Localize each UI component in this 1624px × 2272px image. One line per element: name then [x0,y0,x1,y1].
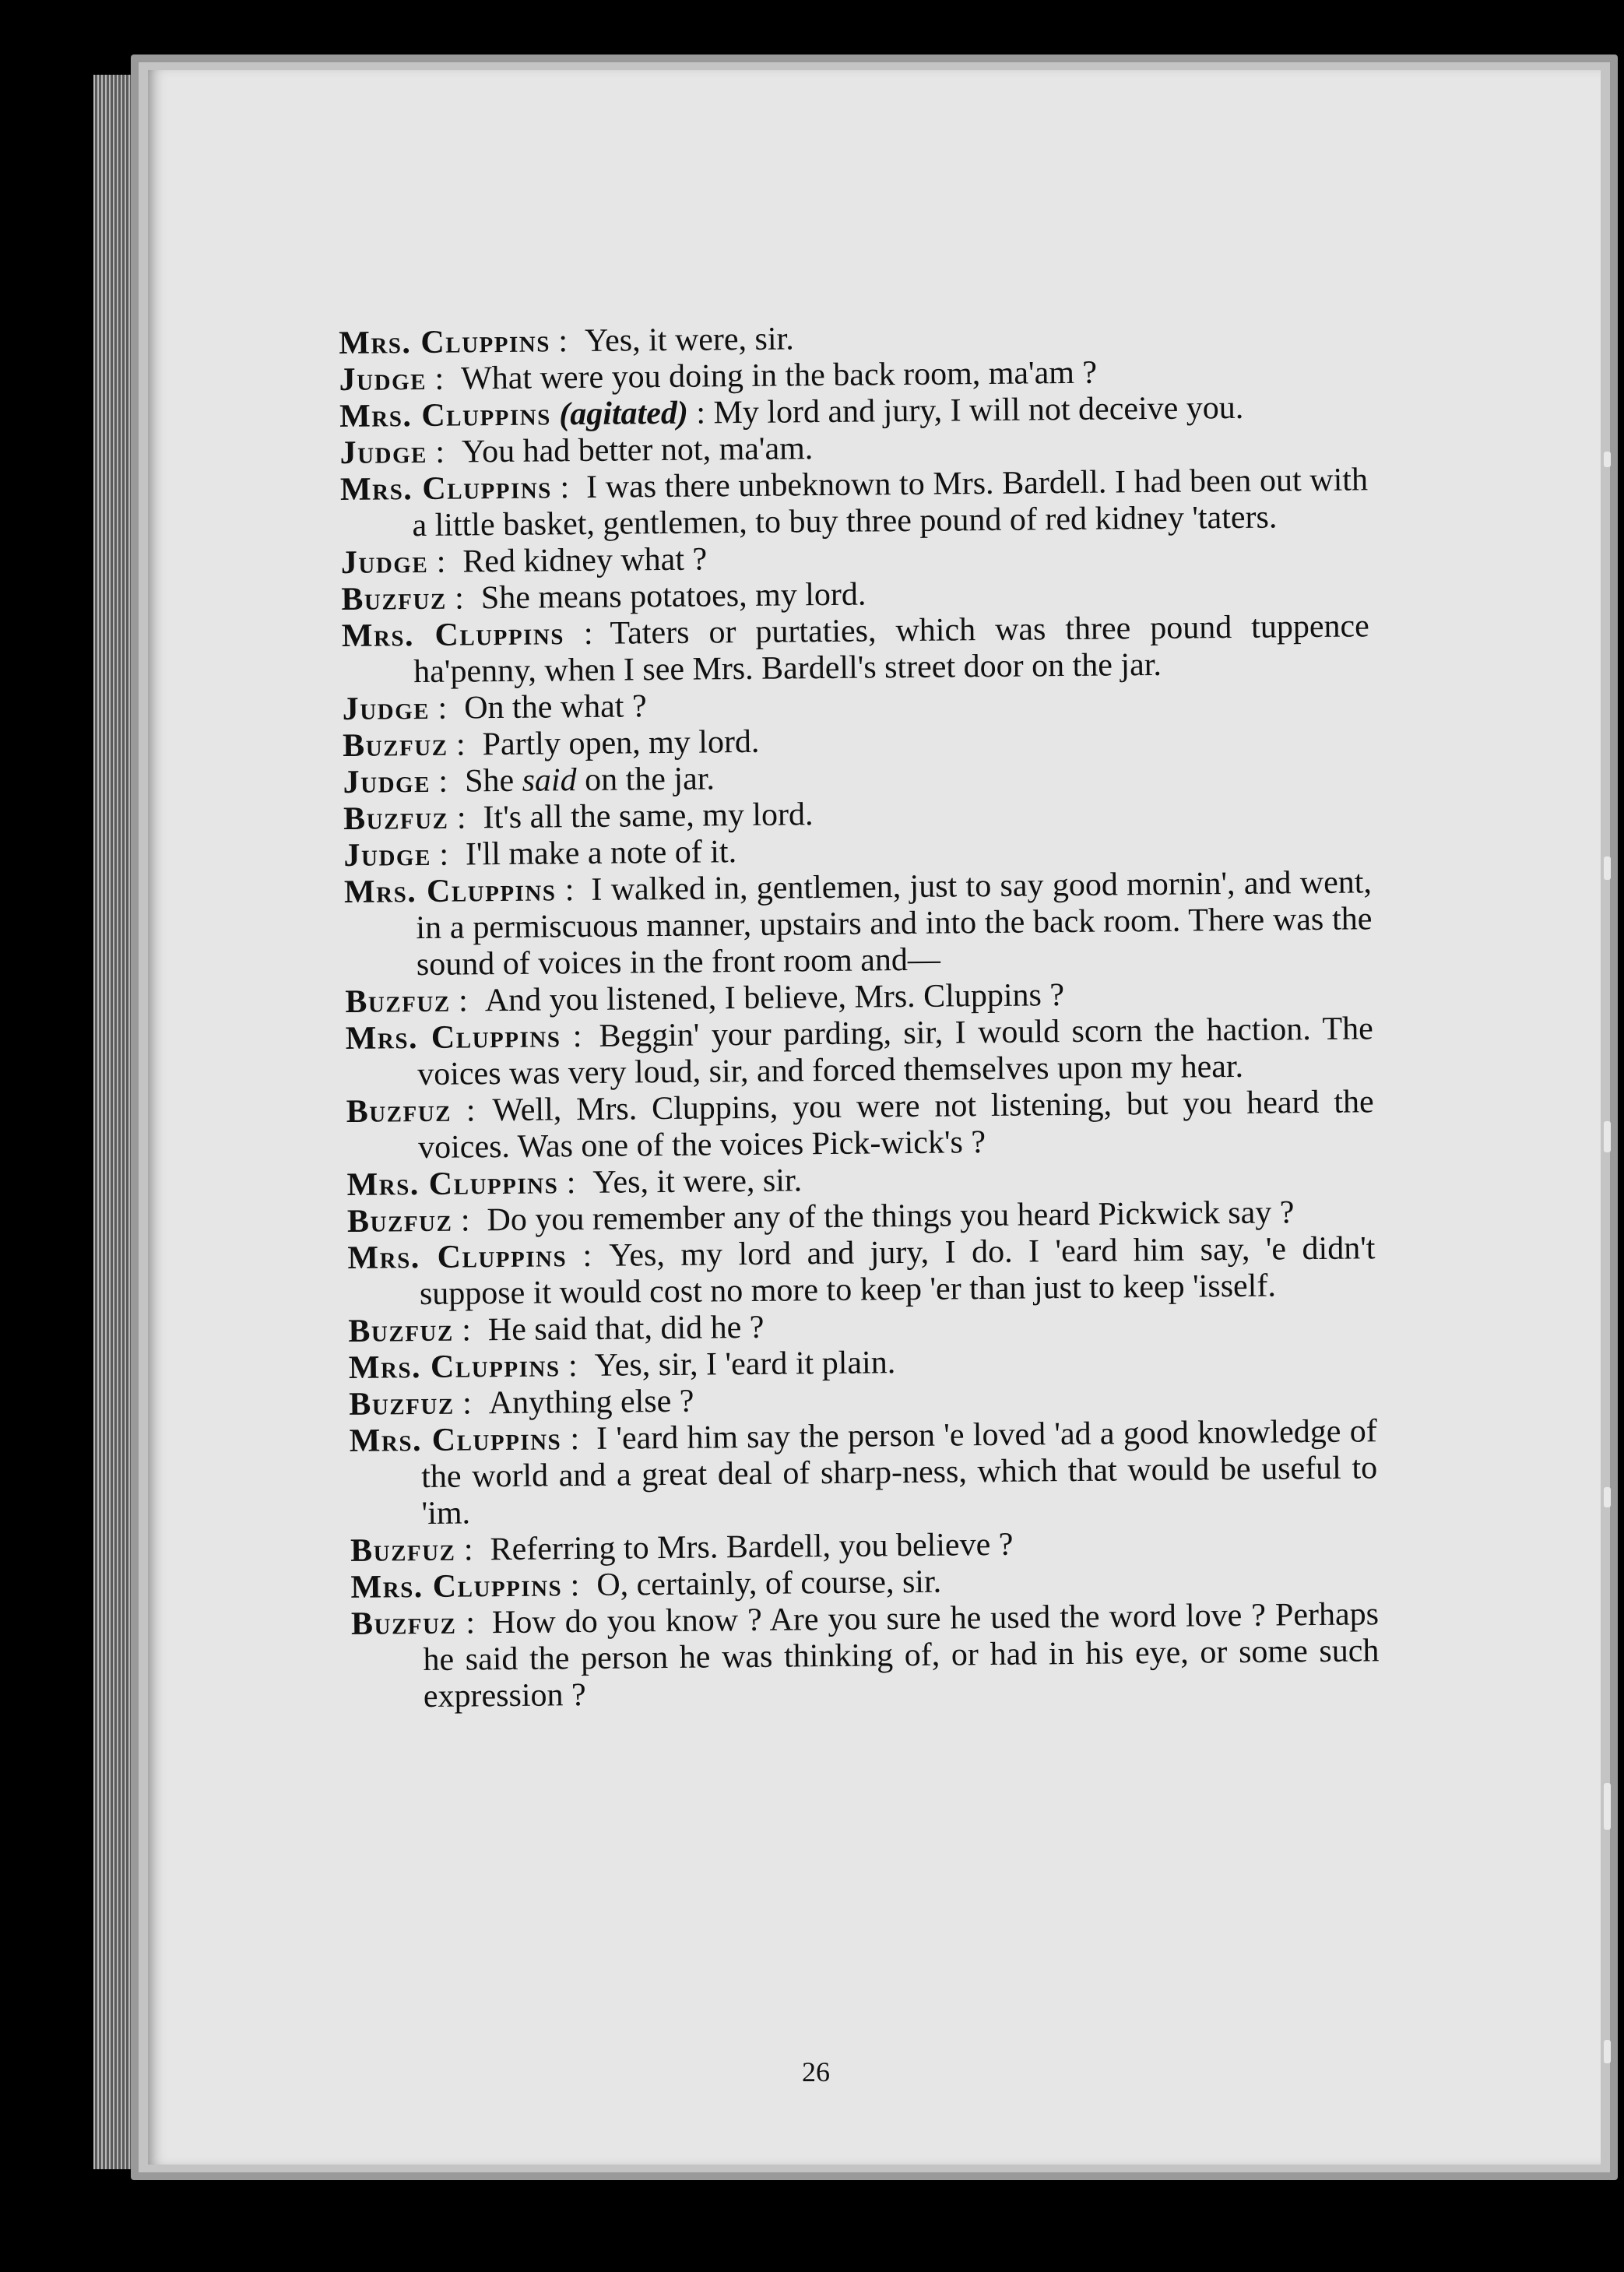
speech-text: : My lord and jury, I will not deceive you. [687,389,1244,431]
dialogue-entry: Judge : I'll make a note of it. [343,834,737,874]
speech-text: You had better not, ma'am. [461,431,814,470]
speaker-name: Mrs. Cluppins [341,616,565,654]
dialogue-entry: Judge : Red kidney what ? [340,541,708,581]
edge-mark [1604,452,1611,467]
edge-mark [1604,1487,1611,1507]
speech-text: On the what ? [463,688,647,726]
speaker-name: Buzfuz [343,800,449,837]
speaker-name: Buzfuz [348,1312,454,1349]
speaker-name: Mrs. Cluppins [346,1165,559,1203]
dialogue-entry: Mrs. Cluppins : Yes, my lord and jury, I do. I 'eard him say, 'e didn't suppose it would cost no more to keep 'er than just to keep 'isself. [347,1230,1376,1313]
dialogue-entry: Judge : She said on the jar. [343,761,715,800]
speaker-name: Mrs. Cluppins [339,323,551,361]
dialogue-entry: Buzfuz : Referring to Mrs. Bardell, you believe ? [350,1526,1014,1569]
speech-text: Referring to Mrs. Bardell, you believe ? [490,1526,1014,1568]
dialogue-entry: Mrs. Cluppins : O, certainly, of course, sir. [350,1563,942,1606]
speaker-name: Mrs. Cluppins [348,1348,561,1386]
speech-text: It's all the same, my lord. [483,797,814,836]
speech-text: And you listened, I believe, Mrs. Cluppins ? [484,977,1065,1019]
speech-text: How do you know ? Are you sure he used the word love ? Perhaps he said the person he was thinking of, or had in his eye, or some such expression ? [423,1596,1380,1715]
speech-text: said [522,762,577,799]
dialogue-entry: Judge : On the what ? [342,688,647,727]
speaker-name: Mrs. Cluppins [350,1567,563,1606]
speaker-name: Judge [342,690,431,727]
speaker-name: Judge [340,543,429,581]
speaker-name: Buzfuz [350,1605,457,1642]
dialogue-entry: Judge : What were you doing in the back room, ma'am ? [339,354,1098,398]
dialogue-entry: Mrs. Cluppins : Yes, it were, sir. [346,1162,803,1203]
speaker-name: Mrs. Cluppins [347,1238,568,1276]
speaker-name: Judge [339,434,428,471]
dialogue-entry: Mrs. Cluppins : I 'eard him say the person 'e loved 'ad a good knowledge of the world and a great deal of sharp-ness, which that would be useful to 'im. [349,1413,1378,1532]
dialogue-entry: Mrs. Cluppins : Yes, sir, I 'eard it plain. [348,1345,896,1386]
speaker-name: Buzfuz [342,726,448,764]
speech-text: Yes, sir, I 'eard it plain. [594,1345,896,1384]
edge-mark [1604,856,1611,880]
speech-text: on the jar. [576,761,715,799]
right-edge-marks [1604,70,1616,2172]
speech-text: She means potatoes, my lord. [480,576,866,617]
edge-mark [1604,2040,1611,2063]
dialogue-entry: Mrs. Cluppins : Yes, it were, sir. [339,321,794,361]
speech-text: Red kidney what ? [462,541,708,580]
edge-mark [1604,1783,1611,1830]
speaker-name: Judge [339,360,427,398]
dialogue-entry: Mrs. Cluppins : Taters or purtaties, which was three pound tuppence ha'penny, when I see Mrs. Bardell's street door on the jar. [341,608,1369,691]
speech-text: Yes, it were, sir. [584,321,794,359]
speaker-name: Buzfuz [349,1385,455,1423]
dialogue-entry: Buzfuz : How do you know ? Are you sure he used the word love ? Perhaps he said the person he was thinking of, or had in his eye, or some such expression ? [350,1596,1380,1715]
dialogue-entry: Buzfuz : And you listened, I believe, Mrs. Cluppins ? [345,977,1065,1020]
dialogue-entry: Buzfuz : Anything else ? [349,1383,694,1423]
edge-mark [1604,1121,1611,1152]
speaker-name: Judge [343,836,432,874]
speech-text: (agitated) [559,395,689,433]
dialogue-entry: Buzfuz : Do you remember any of the things you heard Pickwick say ? [346,1194,1295,1240]
dialogue-entry: Mrs. Cluppins : Beggin' your parding, sir, I would scorn the haction. The voices was very loud, sir, and forced themselves upon my hear. [345,1011,1373,1093]
speaker-name: Buzfuz [341,580,447,617]
dialogue-entry: Buzfuz : She means potatoes, my lord. [341,576,866,617]
dialogue-entry: Buzfuz : Partly open, my lord. [342,723,760,764]
speech-text: Yes, my lord and jury, I do. I 'eard him say, 'e didn't suppose it would cost no more to keep 'er than just to keep 'isself. [419,1230,1376,1313]
page-number: 26 [802,2056,830,2087]
speaker-name: Mrs. Cluppins [343,872,557,910]
speech-text: Anything else ? [488,1383,694,1422]
speech-text: Well, Mrs. Cluppins, you were not listening, but you heard the voices. Was one of the voices Pick-wick's ? [417,1084,1374,1166]
speaker-name: Buzfuz [346,1092,452,1130]
speech-text: Partly open, my lord. [482,723,760,763]
dialogue-entry: Mrs. Cluppins : I walked in, gentlemen, just to say good mornin', and went, in a permiscuous manner, upstairs and into the back room. There was the sound of voices in the front room and— [343,864,1373,983]
speech-text: What were you doing in the back room, ma'am ? [460,354,1098,397]
speech-text: She [464,762,522,800]
speech-text: I walked in, gentlemen, just to say good mornin', and went, in a permiscuous manner, upstairs and into the back room. There was the sound of voices in the front room and— [416,864,1373,983]
speech-text: I'll make a note of it. [465,834,737,873]
speech-text: Yes, it were, sir. [592,1162,803,1201]
speech-text: Do you remember any of the things you heard Pickwick say ? [487,1194,1295,1239]
speech-text: I was there unbeknown to Mrs. Bardell. I had been out with a little basket, gentlemen, to buy three pound of red kidney 'taters. [412,462,1369,544]
dialogue-entry: Mrs. Cluppins : I was there unbeknown to Mrs. Bardell. I had been out with a little basket, gentlemen, to buy three pound of red kidney 'taters. [339,462,1369,544]
dialogue-entry: Buzfuz : He said that, did he ? [348,1309,765,1349]
dialogue-entry: Judge : You had better not, ma'am. [339,431,814,471]
speaker-name: Mrs. Cluppins [339,396,551,434]
speech-text: Beggin' your parding, sir, I would scorn the haction. The voices was very loud, sir, and forced themselves upon my hear. [417,1011,1373,1093]
speaker-name: Buzfuz [345,983,451,1020]
dialogue-text [339,315,1380,1716]
speaker-name: Mrs. Cluppins [349,1421,562,1459]
speech-text: He said that, did he ? [487,1309,765,1349]
dialogue-entry: Buzfuz : Well, Mrs. Cluppins, you were not listening, but you heard the voices. Was one of the voices Pick-wick's ? [346,1084,1374,1166]
speech-text: O, certainly, of course, sir. [596,1563,942,1603]
speech-text: Taters or purtaties, which was three pound tuppence ha'penny, when I see Mrs. Bardell's street door on the jar. [413,608,1369,691]
speaker-name: Judge [343,763,431,800]
speaker-name: Mrs. Cluppins [339,470,553,508]
dialogue-entry: Buzfuz : It's all the same, my lord. [343,797,814,837]
speaker-name: Buzfuz [350,1532,456,1569]
speaker-name: Buzfuz [346,1202,453,1240]
speech-text: I 'eard him say the person 'e loved 'ad a good knowledge of the world and a great deal of sharp-ness, which that would be useful to 'im. [420,1413,1378,1532]
speaker-name: Mrs. Cluppins [345,1018,561,1057]
